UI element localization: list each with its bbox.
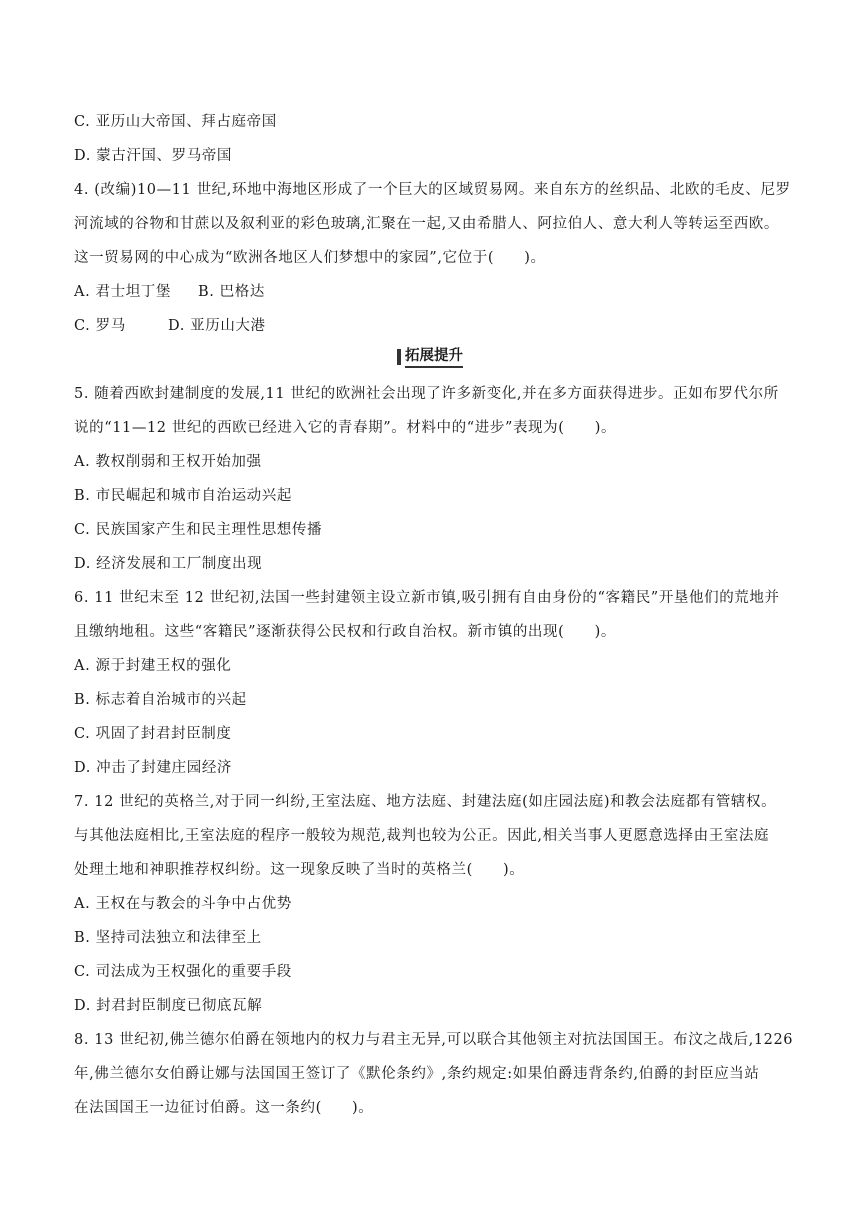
q6-option-d: D. 冲击了封建庄园经济 xyxy=(74,760,233,776)
q8-stem-line-3: 在法国国王一边征讨伯爵。这一条约( )。 xyxy=(74,1100,374,1116)
q5-option-c: C. 民族国家产生和民主理性思想传播 xyxy=(74,522,323,538)
q4-option-b: B. 巴格达 xyxy=(198,284,265,300)
q7-option-c: C. 司法成为王权强化的重要手段 xyxy=(74,964,292,980)
q8-stem-line-2: 年,佛兰德尔女伯爵让娜与法国国王签订了《默伦条约》,条约规定:如果伯爵违背条约,伯爵的封臣应当站 xyxy=(74,1066,760,1082)
q5-stem-line-1: 5. 随着西欧封建制度的发展,11 世纪的欧洲社会出现了许多新变化,并在多方面获得进步。正如布罗代尔所 xyxy=(74,386,779,402)
q4-options-row-1 xyxy=(74,282,265,302)
section-title: 拓展提升 xyxy=(405,348,463,364)
q4-stem-line-2: 河流域的谷物和甘蔗以及叙利亚的彩色玻璃,汇聚在一起,又由希腊人、阿拉伯人、意大利人等转运至西欧。 xyxy=(74,216,780,232)
section-marker-bar xyxy=(397,349,401,365)
q7-option-b: B. 坚持司法独立和法律至上 xyxy=(74,930,262,946)
q5-stem-line-2: 说的“11—12 世纪的西欧已经进入它的青春期”。材料中的“进步”表现为( )。 xyxy=(74,420,617,436)
q7-stem-line-1: 7. 12 世纪的英格兰,对于同一纠纷,王室法庭、地方法庭、封建法庭(如庄园法庭)和教会法庭都有管辖权。 xyxy=(74,794,777,810)
q4-stem-line-1: 4. (改编)10—11 世纪,环地中海地区形成了一个巨大的区域贸易网。来自东方的丝织品、北欧的毛皮、尼罗 xyxy=(74,182,791,198)
q7-option-a: A. 王权在与教会的斗争中占优势 xyxy=(74,896,292,912)
q4-option-c: C. 罗马 xyxy=(74,318,126,334)
q4-option-d: D. 亚历山大港 xyxy=(168,318,266,334)
q7-stem-line-2: 与其他法庭相比,王室法庭的程序一般较为规范,裁判也较为公正。因此,相关当事人更愿意选择由王室法庭 xyxy=(74,828,770,844)
q5-option-a: A. 教权削弱和王权开始加强 xyxy=(74,454,262,470)
q5-option-d: D. 经济发展和工厂制度出现 xyxy=(74,556,263,572)
section-underline xyxy=(405,366,463,368)
q7-stem-line-3: 处理土地和神职推荐权纠纷。这一现象反映了当时的英格兰( )。 xyxy=(74,862,525,878)
q3-option-d: D. 蒙古汗国、罗马帝国 xyxy=(74,148,233,164)
q6-stem-line-1: 6. 11 世纪末至 12 世纪初,法国一些封建领主设立新市镇,吸引拥有自由身份的“客籍民”开垦他们的荒地并 xyxy=(74,590,780,606)
q6-option-c: C. 巩固了封君封臣制度 xyxy=(74,726,232,742)
q3-option-c: C. 亚历山大帝国、拜占庭帝国 xyxy=(74,114,277,130)
q8-stem-line-1: 8. 13 世纪初,佛兰德尔伯爵在领地内的权力与君主无异,可以联合其他领主对抗法国国王。布汶之战后,1226 xyxy=(74,1032,794,1048)
q4-option-a: A. 君士坦丁堡 xyxy=(74,284,171,300)
q6-option-b: B. 标志着自治城市的兴起 xyxy=(74,692,247,708)
q4-options-row-2 xyxy=(74,316,266,336)
q6-option-a: A. 源于封建王权的强化 xyxy=(74,658,232,674)
q5-option-b: B. 市民崛起和城市自治运动兴起 xyxy=(74,488,292,504)
q6-stem-line-2: 且缴纳地租。这些“客籍民”逐渐获得公民权和行政自治权。新市镇的出现( )。 xyxy=(74,624,616,640)
q4-stem-line-3: 这一贸易网的中心成为“欧洲各地区人们梦想中的家园”,它位于( )。 xyxy=(74,250,546,266)
section-heading xyxy=(0,346,860,366)
q7-option-d: D. 封君封臣制度已彻底瓦解 xyxy=(74,998,263,1014)
